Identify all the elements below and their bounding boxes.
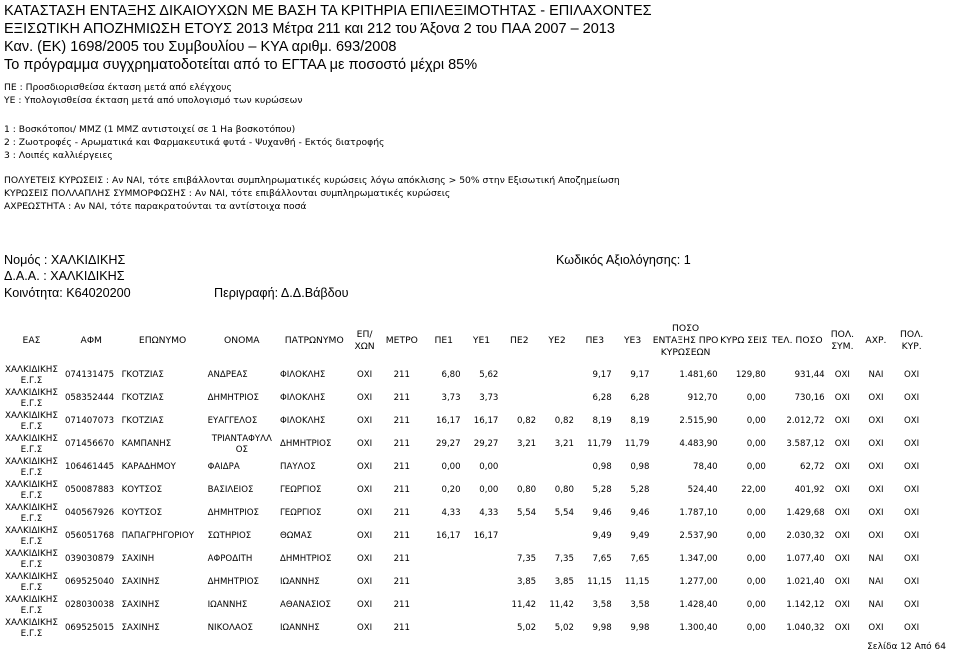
table-cell: 3.587,12 [786, 439, 825, 449]
table-cell: ΒΑΣΙΛΕΙΟΣ [207, 485, 254, 495]
table-cell: 78,40 [693, 462, 718, 472]
description-label: Περιγραφή: Δ.Δ.Βάβδου [214, 286, 349, 300]
table-cell: 1.142,12 [786, 600, 825, 610]
table-cell: ΣΑΧΙΝΗ [121, 554, 155, 564]
table-cell: 4,33 [479, 508, 499, 518]
row-spacer [929, 479, 960, 502]
table-cell: ΟΧΙ [356, 600, 373, 610]
table-cell: ΧΑΛΚΙΔΙΚΗΣ Ε.Γ.Σ [4, 456, 58, 478]
column-header: ΠΑΤΡΩΝΥΜΟ [284, 335, 344, 346]
table-cell: 5,02 [554, 623, 574, 633]
table-cell: ΚΟΥΤΣΟΣ [121, 508, 163, 518]
table-cell: 931,44 [794, 370, 825, 380]
table-cell: 3,58 [630, 600, 650, 610]
table-cell: 3,58 [592, 600, 612, 610]
table-cell: ΧΑΛΚΙΔΙΚΗΣ Ε.Γ.Σ [4, 433, 58, 455]
table-cell: 7,35 [517, 554, 537, 564]
row-spacer [929, 433, 960, 456]
table-cell: 1.428,40 [679, 600, 718, 610]
table-cell: 0,00 [746, 508, 766, 518]
table-row [0, 571, 960, 594]
table-cell: ΟΧΙ [834, 393, 850, 403]
table-cell: 9,98 [630, 623, 650, 633]
table-cell: ΧΑΛΚΙΔΙΚΗΣ Ε.Γ.Σ [4, 594, 58, 616]
table-cell: 524,40 [687, 485, 718, 495]
legend-pe: ΠΕ : Προσδιορισθείσα έκταση μετά από ελέγχους [4, 82, 232, 93]
table-cell: ΟΧΙ [868, 462, 884, 472]
table-cell: 069525040 [64, 577, 115, 587]
row-spacer [929, 617, 960, 640]
table-cell: 7,65 [592, 554, 612, 564]
table-cell: ΝΙΚΟΛΑΟΣ [207, 623, 253, 633]
legend-category-2: 2 : Ζωοτροφές - Αρωματικά και Φαρμακευτικά φυτά - Ψυχανθή - Εκτός διατροφής [4, 137, 385, 148]
table-cell: ΦΙΛΟΚΛΗΣ [280, 393, 326, 403]
table-cell: 9,49 [630, 531, 650, 541]
row-spacer [929, 525, 960, 548]
table-cell: 3,21 [554, 439, 574, 449]
table-cell [538, 364, 576, 387]
row-spacer [929, 410, 960, 433]
table-cell: ΧΑΛΚΙΔΙΚΗΣ Ε.Γ.Σ [4, 548, 58, 570]
table-cell: 0,00 [746, 577, 766, 587]
table-cell: ΟΧΙ [868, 416, 884, 426]
table-cell: 1.021,40 [786, 577, 825, 587]
table-cell: 6,80 [441, 370, 461, 380]
table-cell: 211 [393, 393, 410, 403]
table-cell: ΚΑΡΑΔΗΜΟΥ [121, 462, 176, 472]
table-cell: 29,27 [436, 439, 461, 449]
table-cell: ΤΡΙΑΝΤΑΦΥΛΛ ΟΣ [211, 433, 272, 455]
table-cell: 9,98 [592, 623, 612, 633]
table-cell: 11,15 [587, 577, 612, 587]
table-cell: 211 [393, 485, 410, 495]
table-cell: 1.077,40 [786, 554, 825, 564]
table-cell: ΧΑΛΚΙΔΙΚΗΣ Ε.Γ.Σ [4, 525, 58, 547]
table-cell: 040567926 [64, 508, 115, 518]
beneficiaries-table [0, 318, 960, 640]
column-header: ΜΕΤΡΟ [385, 335, 418, 346]
table-cell: 2.515,90 [679, 416, 718, 426]
table-cell: 11,42 [549, 600, 574, 610]
table-cell: 1.040,32 [786, 623, 825, 633]
row-spacer [929, 387, 960, 410]
table-cell: 039030879 [64, 554, 115, 564]
report-title-line1: ΚΑΤΑΣΤΑΣΗ ΕΝΤΑΞΗΣ ΔΙΚΑΙΟΥΧΩΝ ΜΕ ΒΑΣΗ ΤΑ ΚΡΙΤΗΡΙΑ ΕΠΙΛΕΞΙΜΟΤΗΤΑΣ - ΕΠΙΛΑΧΟΝΤΕΣ [4, 3, 652, 19]
column-spacer [929, 318, 960, 364]
table-cell: 056051768 [64, 531, 115, 541]
table-cell: ΚΟΥΤΣΟΣ [121, 485, 163, 495]
table-cell: 2.537,90 [679, 531, 718, 541]
table-cell: 5,54 [517, 508, 537, 518]
legend-polyeteis: ΠΟΛΥΕΤΕΙΣ ΚΥΡΩΣΕΙΣ : Αν ΝΑΙ, τότε επιβάλλονται συμπληρωματικές κυρώσεις λόγω απόκλισης > 50% στην Εξισωτική Αποζημείωση [4, 175, 620, 186]
table-cell [463, 548, 501, 571]
table-cell: 074131475 [64, 370, 115, 380]
table-cell: 0,00 [746, 531, 766, 541]
table-row [0, 364, 960, 387]
table-cell: 211 [393, 577, 410, 587]
table-cell: ΟΧΙ [904, 554, 920, 564]
table-cell: 730,16 [794, 393, 825, 403]
table-cell [425, 548, 463, 571]
table-cell [425, 571, 463, 594]
column-header: ΚΥΡΩ ΣΕΙΣ [720, 335, 768, 346]
legend-pollaplis: ΚΥΡΩΣΕΙΣ ΠΟΛΛΑΠΛΗΣ ΣΥΜΜΟΡΦΩΣΗΣ : Αν ΝΑΙ, τότε επιβάλλονται συμπληρωματικές κυρώσεις [4, 188, 451, 199]
table-cell: ΦΙΛΟΚΛΗΣ [280, 370, 326, 380]
table-cell: 6,28 [630, 393, 650, 403]
table-cell [425, 594, 463, 617]
table-cell: 0,00 [746, 439, 766, 449]
table-cell: ΔΗΜΗΤΡΙΟΣ [280, 439, 332, 449]
table-cell: ΟΧΙ [356, 370, 373, 380]
table-cell [500, 525, 538, 548]
table-cell: ΟΧΙ [834, 531, 850, 541]
column-header: ΥΕ2 [548, 335, 566, 346]
column-header: ΥΕ3 [623, 335, 642, 346]
table-cell: ΟΧΙ [868, 393, 884, 403]
table-cell: ΓΚΟΤΖΙΑΣ [121, 370, 164, 380]
table-cell [500, 456, 538, 479]
table-cell: ΟΧΙ [834, 462, 850, 472]
table-cell: 9,17 [630, 370, 650, 380]
table-cell: 5,28 [630, 485, 650, 495]
column-header: ΠΕ3 [585, 335, 605, 346]
table-cell: ΟΧΙ [834, 485, 850, 495]
table-cell: 11,79 [587, 439, 612, 449]
table-cell: 62,72 [800, 462, 825, 472]
table-cell: ΚΑΜΠΑΝΗΣ [121, 439, 172, 449]
table-cell: 8,19 [630, 416, 650, 426]
table-cell: 401,92 [794, 485, 825, 495]
page-number: Σελίδα 12 Από 64 [867, 642, 946, 652]
column-header: ΠΕ2 [509, 335, 529, 346]
table-cell: 16,17 [436, 416, 461, 426]
table-cell: 4,33 [441, 508, 461, 518]
table-cell: 7,35 [554, 554, 574, 564]
table-cell: ΟΧΙ [356, 462, 373, 472]
row-spacer [929, 364, 960, 387]
table-cell: ΟΧΙ [868, 508, 884, 518]
prefecture-label: Νομός : ΧΑΛΚΙΔΙΚΗΣ [4, 253, 126, 267]
table-cell: 071456670 [64, 439, 115, 449]
legend-ye: ΥΕ : Υπολογισθείσα έκταση μετά από υπολογισμό των κυρώσεων [4, 95, 303, 106]
column-header: ΥΕ1 [472, 335, 491, 346]
table-cell: 912,70 [687, 393, 718, 403]
table-cell: ΣΑΧΙΝΗΣ [121, 600, 160, 610]
table-cell: ΟΧΙ [356, 416, 373, 426]
table-cell: ΟΧΙ [834, 439, 850, 449]
table-cell: ΙΩΑΝΝΗΣ [280, 577, 320, 587]
table-cell: 211 [393, 531, 410, 541]
table-cell: ΔΗΜΗΤΡΙΟΣ [207, 393, 259, 403]
table-cell: ΧΑΛΚΙΔΙΚΗΣ Ε.Γ.Σ [4, 502, 58, 524]
table-cell: ΓΚΟΤΖΙΑΣ [121, 416, 164, 426]
column-header: ΠΟΛ. ΚΥΡ. [899, 329, 924, 352]
table-cell: ΟΧΙ [904, 531, 920, 541]
row-spacer [929, 594, 960, 617]
table-cell: ΟΧΙ [868, 439, 884, 449]
table-cell: ΣΩΤΗΡΙΟΣ [207, 531, 252, 541]
table-cell: 069525015 [64, 623, 115, 633]
table-cell: 9,46 [592, 508, 612, 518]
table-cell: 0,80 [517, 485, 537, 495]
daa-label: Δ.Α.Α. : ΧΑΛΚΙΔΙΚΗΣ [4, 269, 125, 283]
table-cell: ΧΑΛΚΙΔΙΚΗΣ Ε.Γ.Σ [4, 387, 58, 409]
table-cell: 22,00 [741, 485, 766, 495]
column-header: ΑΦΜ [80, 335, 102, 346]
table-cell: ΟΧΙ [834, 600, 850, 610]
table-cell: ΟΧΙ [356, 623, 373, 633]
table-cell [463, 617, 501, 640]
table-cell: 0,00 [746, 554, 766, 564]
table-cell: 0,00 [746, 623, 766, 633]
column-header: ΕΑΣ [22, 335, 41, 346]
row-spacer [929, 456, 960, 479]
legend-category-1: 1 : Βοσκότοποι/ ΜΜΖ (1 ΜΜΖ αντιστοιχεί σε 1 Ha βοσκοτόπου) [4, 124, 296, 135]
table-row [0, 594, 960, 617]
table-cell: 3,73 [441, 393, 461, 403]
table-cell: ΝΑΙ [868, 577, 884, 587]
table-cell: ΧΑΛΚΙΔΙΚΗΣ Ε.Γ.Σ [4, 364, 58, 386]
table-cell: 11,79 [624, 439, 650, 449]
table-cell: 1.429,68 [786, 508, 825, 518]
table-cell: ΟΧΙ [834, 416, 850, 426]
table-cell: 5,28 [592, 485, 612, 495]
table-cell: 16,17 [436, 531, 461, 541]
table-cell: 9,46 [630, 508, 650, 518]
table-cell: 211 [393, 623, 410, 633]
table-cell: 4.483,90 [679, 439, 718, 449]
table-cell: 3,85 [554, 577, 574, 587]
table-cell [538, 456, 576, 479]
table-cell: 129,80 [735, 370, 766, 380]
table-cell: ΟΧΙ [904, 393, 920, 403]
table-cell: 0,00 [479, 485, 499, 495]
table-cell: 7,65 [630, 554, 650, 564]
table-cell: 1.787,10 [679, 508, 718, 518]
table-cell: ΟΧΙ [904, 600, 920, 610]
table-cell: ΟΧΙ [834, 623, 850, 633]
table-cell: ΟΧΙ [834, 577, 850, 587]
table-cell: ΧΑΛΚΙΔΙΚΗΣ Ε.Γ.Σ [4, 571, 58, 593]
table-cell: 071407073 [64, 416, 115, 426]
table-cell: ΟΧΙ [904, 439, 920, 449]
table-cell: ΟΧΙ [904, 485, 920, 495]
table-cell: ΑΝΔΡΕΑΣ [207, 370, 248, 380]
table-cell: ΧΑΛΚΙΔΙΚΗΣ Ε.Γ.Σ [4, 617, 58, 639]
row-spacer [929, 571, 960, 594]
table-cell: ΣΑΧΙΝΗΣ [121, 577, 160, 587]
table-cell: 6,28 [592, 393, 612, 403]
table-cell: 0,80 [554, 485, 574, 495]
table-row [0, 456, 960, 479]
table-cell: ΕΥΑΓΓΕΛΟΣ [207, 416, 258, 426]
table-cell: ΠΑΥΛΟΣ [280, 462, 316, 472]
table-cell: 5,54 [554, 508, 574, 518]
column-header: ΠΟΣΟ ΕΝΤΑΞΗΣ ΠΡΟ ΚΥΡΩΣΕΩΝ [652, 323, 719, 358]
table-cell: 5,02 [517, 623, 537, 633]
report-title-line4: Το πρόγραμμα συγχρηματοδοτείται από το ΕΓΤΑΑ με ποσοστό μέχρι 85% [4, 57, 478, 73]
table-cell: 0,98 [630, 462, 650, 472]
table-row [0, 502, 960, 525]
table-cell: 050087883 [64, 485, 115, 495]
table-cell: 0,98 [592, 462, 612, 472]
table-cell: ΟΧΙ [356, 485, 373, 495]
table-cell: 0,00 [746, 600, 766, 610]
column-header: ΠΕ1 [434, 335, 454, 346]
table-cell: ΦΙΛΟΚΛΗΣ [280, 416, 326, 426]
table-cell: ΑΦΡΟΔΙΤΗ [207, 554, 253, 564]
table-cell: 5,62 [479, 370, 499, 380]
table-cell: 29,27 [473, 439, 499, 449]
table-cell: ΙΩΑΝΝΗΣ [280, 623, 320, 633]
table-cell: 058352444 [64, 393, 115, 403]
table-cell: 211 [393, 508, 410, 518]
table-cell: 11,15 [624, 577, 650, 587]
table-cell: ΘΩΜΑΣ [280, 531, 313, 541]
table-cell [538, 525, 576, 548]
table-cell: ΧΑΛΚΙΔΙΚΗΣ Ε.Γ.Σ [4, 479, 58, 501]
table-cell: 11,42 [511, 600, 537, 610]
table-cell: ΟΧΙ [356, 554, 373, 564]
table-cell: ΝΑΙ [868, 554, 884, 564]
table-cell: ΟΧΙ [356, 439, 373, 449]
table-cell: 3,85 [517, 577, 537, 587]
row-spacer [929, 502, 960, 525]
community-label: Κοινότητα: Κ64020200 [4, 286, 131, 300]
report-title-line2: ΕΞΙΣΩΤΙΚΗ ΑΠΟΖΗΜΙΩΣΗ ΕΤΟΥΣ 2013 Μέτρα 211 και 212 του Άξονα 2 του ΠΑΑ 2007 – 2013 [4, 21, 615, 37]
legend-axreostita: ΑΧΡΕΩΣΤΗΤΑ : Αν ΝΑΙ, τότε παρακρατούνται τα αντίστοιχα ποσά [4, 201, 307, 212]
table-cell: 3,21 [517, 439, 537, 449]
table-cell: 211 [393, 416, 410, 426]
table-cell: 1.277,00 [679, 577, 718, 587]
table-row [0, 525, 960, 548]
row-spacer [929, 548, 960, 571]
table-cell: 0,00 [746, 462, 766, 472]
table-cell: ΓΕΩΡΓΙΟΣ [280, 485, 322, 495]
table-cell: 1.347,00 [679, 554, 718, 564]
table-cell: 0,82 [517, 416, 537, 426]
column-header: ΤΕΛ. ΠΟΣΟ [771, 335, 823, 346]
column-header: ΑΧΡ. [865, 335, 887, 346]
table-cell: ΟΧΙ [834, 370, 850, 380]
legend-category-3: 3 : Λοιπές καλλιέργειες [4, 150, 113, 161]
table-cell: 2.012,72 [786, 416, 825, 426]
column-header: ΕΠΩΝΥΜΟ [138, 335, 187, 346]
table-cell: ΟΧΙ [904, 462, 920, 472]
table-cell: 3,73 [479, 393, 499, 403]
table-cell: ΟΧΙ [904, 370, 920, 380]
table-cell: 2.030,32 [786, 531, 825, 541]
table-header-row [0, 318, 960, 364]
table-cell: ΟΧΙ [868, 623, 884, 633]
table-cell: 16,17 [473, 416, 499, 426]
table-cell: 1.481,60 [679, 370, 718, 380]
table-cell [500, 387, 538, 410]
table-row [0, 479, 960, 502]
table-cell [463, 571, 501, 594]
table-row [0, 410, 960, 433]
table-cell: ΟΧΙ [904, 577, 920, 587]
table-cell: ΧΑΛΚΙΔΙΚΗΣ Ε.Γ.Σ [4, 410, 58, 432]
table-cell: ΓΚΟΤΖΙΑΣ [121, 393, 164, 403]
table-cell: 0,20 [441, 485, 461, 495]
table-cell [463, 594, 501, 617]
table-cell [500, 364, 538, 387]
table-cell: 0,82 [554, 416, 574, 426]
table-cell: ΟΧΙ [834, 508, 850, 518]
table-cell: ΦΑΙΔΡΑ [207, 462, 240, 472]
table-row [0, 617, 960, 640]
table-cell: ΓΕΩΡΓΙΟΣ [280, 508, 322, 518]
table-cell: 0,00 [479, 462, 499, 472]
column-header: ΕΠ/ ΧΩΝ [354, 329, 375, 352]
table-cell: 8,19 [592, 416, 612, 426]
table-cell [538, 387, 576, 410]
table-cell: 1.300,40 [679, 623, 718, 633]
column-header: ΟΝΟΜΑ [224, 335, 260, 346]
table-cell: 211 [393, 554, 410, 564]
table-cell: ΑΘΑΝΑΣΙΟΣ [280, 600, 331, 610]
table-cell: ΟΧΙ [356, 531, 373, 541]
table-cell: ΔΗΜΗΤΡΙΟΣ [280, 554, 332, 564]
table-cell: 9,17 [592, 370, 612, 380]
table-cell: 16,17 [473, 531, 499, 541]
table-cell: 0,00 [746, 416, 766, 426]
table-cell: ΟΧΙ [356, 393, 373, 403]
table-cell [425, 617, 463, 640]
table-row [0, 548, 960, 571]
table-cell: 211 [393, 462, 410, 472]
table-cell: 211 [393, 370, 410, 380]
table-cell: ΟΧΙ [868, 485, 884, 495]
table-cell: ΟΧΙ [356, 577, 373, 587]
table-cell: 211 [393, 439, 410, 449]
table-cell: ΔΗΜΗΤΡΙΟΣ [207, 577, 259, 587]
table-cell: 211 [393, 600, 410, 610]
evaluation-code: Κωδικός Αξιολόγησης: 1 [556, 253, 691, 267]
table-cell: ΟΧΙ [904, 416, 920, 426]
table-cell: ΠΑΠΑΓΡΗΓΟΡΙΟΥ [121, 531, 194, 541]
table-cell: ΟΧΙ [356, 508, 373, 518]
table-cell: ΔΗΜΗΤΡΙΟΣ [207, 508, 259, 518]
table-cell: ΙΩΑΝΝΗΣ [207, 600, 248, 610]
table-cell: ΣΑΧΙΝΗΣ [121, 623, 160, 633]
table-cell: 9,49 [592, 531, 612, 541]
column-header: ΠΟΛ. ΣΥΜ. [830, 329, 855, 352]
table-cell: ΝΑΙ [868, 370, 884, 380]
table-cell: 0,00 [441, 462, 461, 472]
table-row [0, 387, 960, 410]
table-cell: 106461445 [64, 462, 115, 472]
table-cell: ΟΧΙ [868, 531, 884, 541]
table-body [0, 364, 960, 640]
table-cell: ΟΧΙ [834, 554, 850, 564]
table-cell: ΟΧΙ [904, 508, 920, 518]
report-title-line3: Καν. (ΕΚ) 1698/2005 του Συμβουλίου – ΚΥΑ αριθμ. 693/2008 [4, 39, 397, 55]
table-cell: 0,00 [746, 393, 766, 403]
table-cell: ΝΑΙ [868, 600, 884, 610]
table-cell: 028030038 [64, 600, 115, 610]
table-row [0, 433, 960, 456]
table-cell: ΟΧΙ [904, 623, 920, 633]
